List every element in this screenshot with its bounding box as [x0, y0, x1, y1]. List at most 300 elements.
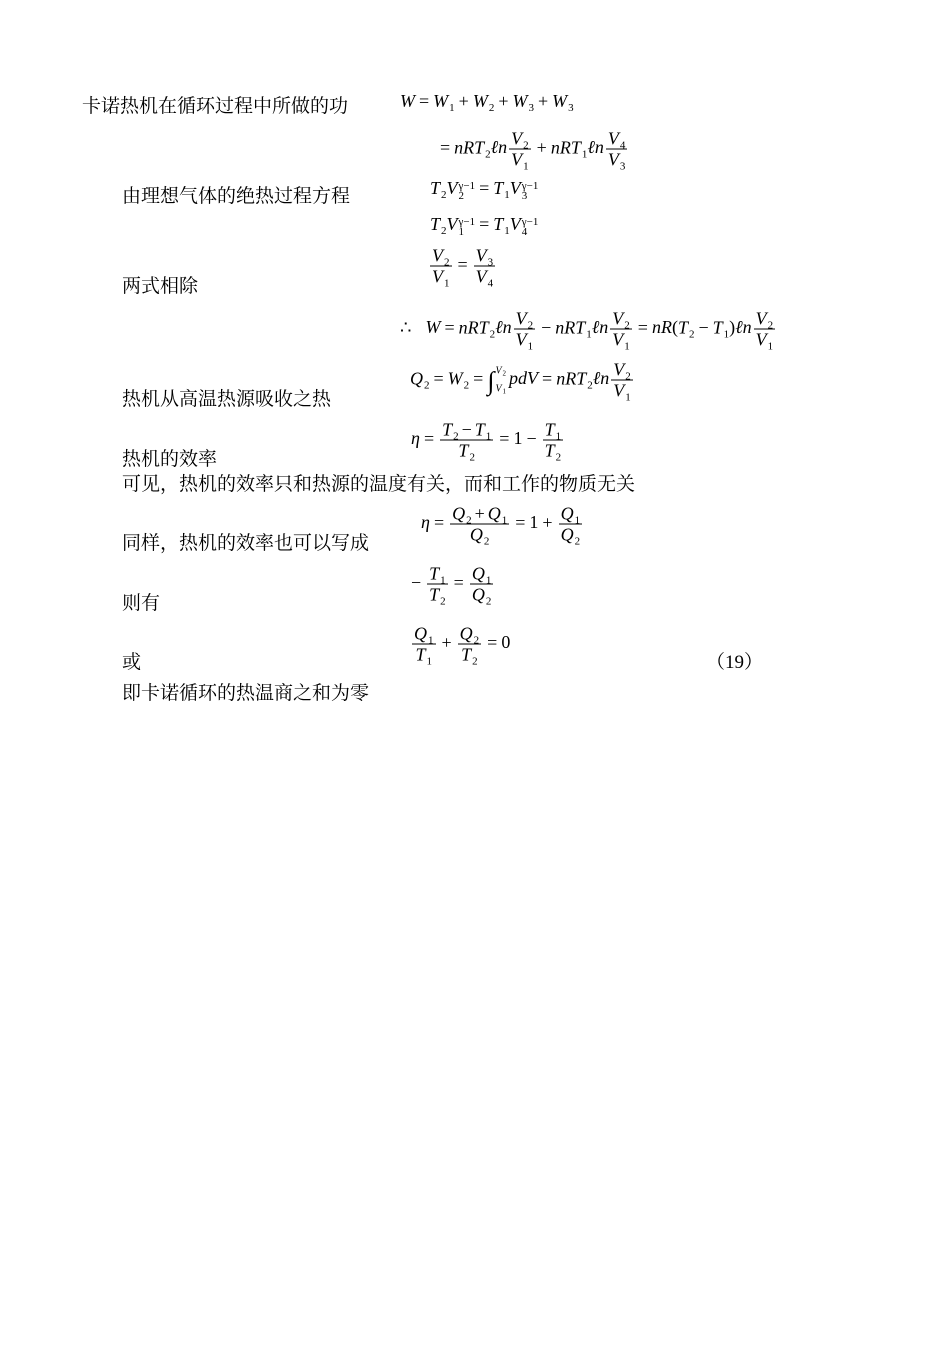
math-term: [487, 503, 508, 527]
subscript: 2: [444, 256, 450, 269]
label-alt-efficiency: 同样，热机的效率也可以写成: [122, 533, 370, 554]
label-work-done: 卡诺热机在循环过程中所做的功: [82, 96, 349, 117]
fraction-denominator: [430, 266, 452, 290]
label-conclusion: 即卡诺循环的热温商之和为零: [122, 683, 370, 704]
math-operator: −: [698, 317, 709, 338]
subscript: 2: [463, 379, 470, 392]
math-variable: T: [712, 317, 723, 338]
subscript: 1: [428, 634, 434, 647]
math-operator: +: [441, 632, 452, 653]
math-operator: −: [526, 428, 537, 449]
math-term: [469, 524, 490, 548]
math-variable: V: [511, 128, 523, 149]
math-term: [515, 308, 534, 332]
fraction: [610, 308, 632, 353]
math-operator: =: [515, 512, 526, 533]
math-variable: Q: [469, 524, 483, 545]
fraction-numerator: [610, 308, 632, 332]
math-variable: ℓn: [495, 317, 512, 338]
math-operator: =: [423, 428, 435, 449]
math-operator: =: [453, 572, 464, 593]
subscript: 2: [587, 379, 593, 392]
fraction-denominator: [412, 644, 436, 668]
math-term: [433, 91, 455, 114]
fraction: [470, 563, 494, 608]
subscript: 4: [487, 277, 494, 290]
subscript: 3: [521, 190, 528, 202]
math-variable: Q: [471, 584, 485, 605]
math-variable: V: [755, 308, 767, 329]
subscript: 1: [502, 387, 507, 396]
math-term: [432, 245, 450, 269]
math-term: [446, 214, 476, 238]
math-term: [555, 317, 592, 341]
math-variable: ℓn: [587, 137, 604, 158]
math-term: [429, 584, 446, 608]
math-variable: nRT: [556, 368, 587, 389]
subscript: 2: [424, 379, 430, 392]
subscript: 2: [458, 190, 465, 202]
math-term: [495, 383, 506, 394]
math-variable: V: [612, 329, 624, 350]
math-variable: Q: [560, 524, 574, 545]
subscript: 1: [444, 277, 450, 290]
math-term: [544, 440, 562, 464]
subscript: 3: [487, 256, 494, 269]
math-term: [421, 512, 430, 532]
math-variable: V: [509, 178, 521, 198]
fraction-denominator: [610, 329, 632, 353]
label-divide-equations: 两式相除: [122, 276, 199, 297]
math-term: [607, 128, 626, 152]
math-number: 0: [501, 632, 511, 653]
math-operator: =: [473, 368, 484, 389]
math-term: [593, 368, 610, 388]
math-parenthesis: ): [729, 317, 736, 338]
math-variable: T: [493, 178, 504, 198]
equation-work-expand: [436, 128, 629, 173]
math-operator: =: [479, 214, 490, 234]
subscript: 2: [485, 148, 491, 161]
math-operator: =: [499, 428, 510, 449]
fraction-denominator: [450, 524, 509, 548]
subscript: 2: [453, 430, 459, 443]
math-variable: V: [612, 308, 624, 329]
math-term: [509, 178, 539, 202]
math-term: [471, 563, 492, 587]
subscript: 1: [586, 328, 592, 341]
math-term: [512, 91, 534, 114]
math-term: [560, 524, 581, 548]
math-operator: +: [542, 512, 553, 533]
math-term: [400, 91, 415, 111]
fraction: [427, 563, 448, 608]
fraction-numerator: [559, 503, 583, 527]
math-term: [432, 266, 450, 290]
math-operator: =: [444, 317, 455, 338]
math-term: [613, 359, 631, 383]
fraction: [514, 308, 536, 353]
math-variable: W: [400, 91, 415, 111]
math-term: [454, 137, 491, 161]
math-operator: =: [487, 632, 498, 653]
subscript: 3: [528, 102, 534, 114]
subsup-script: [459, 217, 476, 237]
math-term: [474, 419, 492, 443]
fraction-denominator: [754, 329, 776, 353]
math-operator: −: [411, 572, 422, 593]
math-variable: T: [677, 317, 688, 338]
fraction-denominator: [458, 644, 482, 668]
subscript: 2: [488, 102, 495, 114]
math-term: [491, 137, 508, 157]
math-operator: +: [536, 137, 547, 158]
math-term: [652, 317, 672, 337]
subscript: 1: [449, 102, 455, 114]
math-variable: V: [755, 329, 767, 350]
subscript: 2: [527, 319, 534, 332]
equation-volume-ratio: [428, 245, 497, 290]
equation-efficiency-heat: [421, 503, 584, 548]
math-term: [755, 329, 774, 353]
label-then: 则有: [122, 593, 161, 614]
math-term: [544, 419, 562, 443]
math-term: [612, 329, 630, 353]
math-term: [415, 644, 432, 668]
math-term: [414, 623, 434, 647]
subsup-script: [459, 181, 476, 201]
superscript: γ−1: [521, 216, 539, 228]
math-operator: =: [440, 137, 451, 158]
math-term: [552, 91, 574, 114]
math-term: [592, 317, 609, 337]
fraction: [474, 245, 496, 290]
math-variable: V: [432, 245, 443, 266]
math-term: [587, 137, 604, 157]
subscript: 1: [624, 340, 630, 353]
fraction-numerator: [470, 563, 494, 587]
subscript: 3: [619, 160, 626, 173]
math-variable: nRT: [550, 137, 581, 158]
math-variable: nRT: [454, 137, 485, 158]
subscript: 2: [472, 655, 478, 668]
math-variable: W: [447, 368, 463, 389]
math-operator: =: [457, 254, 468, 275]
math-term: [458, 440, 475, 464]
integral: [487, 365, 506, 395]
math-variable: V: [515, 308, 527, 329]
math-variable: V: [509, 214, 521, 234]
math-variable: V: [475, 266, 487, 287]
math-variable: V: [613, 359, 625, 380]
math-operator: =: [433, 512, 445, 533]
fraction-numerator: [543, 419, 564, 443]
math-operator: +: [474, 503, 485, 524]
subscript: 2: [469, 451, 475, 464]
subscript: 2: [625, 370, 631, 383]
fraction: [440, 419, 493, 464]
math-variable: V: [511, 149, 523, 170]
math-term: [447, 368, 470, 392]
math-variable: T: [430, 178, 441, 198]
math-variable: V: [495, 365, 502, 377]
math-parenthesis: (: [671, 317, 678, 338]
subscript: 1: [504, 189, 510, 201]
subscript: 2: [489, 328, 496, 341]
math-variable: T: [430, 214, 441, 234]
subsup-script: [522, 217, 539, 237]
math-term: [735, 317, 752, 337]
math-variable: W: [552, 91, 568, 111]
math-variable: V: [495, 383, 502, 395]
subscript: 2: [523, 139, 529, 152]
equation-heat-absorbed: [410, 359, 635, 404]
math-variable: Q: [414, 623, 427, 644]
subscript: 2: [441, 189, 447, 201]
fraction-numerator: [450, 503, 509, 527]
subscript: 1: [555, 430, 562, 443]
subscript: 1: [581, 148, 588, 161]
integral-lower-limit: [495, 383, 506, 395]
fraction-numerator: [440, 419, 493, 443]
math-variable: W: [425, 317, 441, 338]
math-term: [495, 365, 506, 376]
math-variable: ℓn: [735, 317, 752, 338]
math-variable: Q: [471, 563, 485, 584]
fraction-numerator: [606, 128, 628, 152]
math-variable: V: [446, 214, 458, 234]
math-variable: η: [411, 428, 420, 449]
superscript: γ−1: [458, 180, 476, 192]
math-term: [607, 149, 626, 173]
fraction: [509, 128, 531, 173]
math-term: [556, 368, 593, 392]
subscript: 4: [619, 139, 626, 152]
fraction-denominator: [611, 380, 633, 404]
fraction-denominator: [509, 149, 531, 173]
math-variable: T: [474, 419, 485, 440]
fraction: [611, 359, 633, 404]
math-variable: nR: [651, 317, 672, 338]
subscript: 4: [521, 226, 528, 238]
fraction-denominator: [470, 584, 494, 608]
fraction-numerator: [754, 308, 776, 332]
equation-adiabatic-1: [430, 179, 538, 201]
fraction-numerator: [427, 563, 448, 587]
subscript: 1: [485, 430, 492, 443]
math-variable: Q: [459, 623, 473, 644]
subscript: 2: [555, 451, 562, 464]
fraction: [754, 308, 776, 353]
math-term: [458, 317, 496, 341]
subscript: 1: [527, 340, 534, 353]
math-term: [410, 368, 430, 392]
math-term: [511, 149, 529, 173]
equation-number: （19）: [706, 652, 764, 673]
math-term: [515, 329, 534, 353]
subscript: 1: [574, 514, 581, 527]
subscript: 1: [501, 514, 508, 527]
fraction-denominator: [606, 149, 628, 173]
math-term: [755, 308, 774, 332]
math-variable: ℓn: [490, 137, 508, 158]
fraction: [450, 503, 509, 548]
math-term: [429, 563, 446, 587]
subscript: 2: [688, 328, 695, 341]
math-term: [712, 317, 730, 341]
fraction-denominator: [474, 266, 496, 290]
subscript: 2: [473, 634, 480, 647]
subscript: 2: [483, 535, 490, 548]
math-operator: =: [433, 368, 444, 389]
math-variable: ℓn: [592, 368, 610, 389]
math-term: [430, 214, 447, 237]
subsup-script: [522, 181, 539, 201]
math-number: 1: [513, 428, 523, 449]
math-variable: T: [493, 214, 504, 234]
math-variable: T: [461, 644, 472, 665]
math-term: [613, 380, 631, 404]
math-number: 1: [529, 512, 539, 533]
label-observation: 可见，热机的效率只和热源的温度有关，而和工作的物质无关: [122, 474, 636, 495]
label-heat-absorbed: 热机从高温热源吸收之热: [122, 389, 332, 410]
math-term: [411, 428, 420, 448]
fraction-numerator: [458, 623, 482, 647]
math-variable: V: [607, 128, 619, 149]
math-term: [475, 245, 494, 269]
subscript: 2: [502, 369, 507, 378]
superscript: γ−1: [521, 180, 539, 192]
therefore-symbol: ∴: [400, 317, 412, 338]
subscript: 3: [568, 102, 574, 114]
math-term: [550, 137, 588, 161]
fraction: [412, 623, 436, 668]
math-variable: ℓn: [591, 317, 609, 338]
subscript: 2: [485, 595, 492, 608]
fraction: [559, 503, 583, 548]
subscript: 2: [440, 595, 446, 608]
equation-efficiency-temperature: [411, 419, 565, 464]
math-term: [493, 214, 510, 237]
math-term: [452, 503, 472, 527]
integral-limits: [495, 365, 506, 395]
subscript: 1: [723, 328, 730, 341]
math-term: [493, 178, 510, 201]
math-term: [430, 178, 447, 201]
math-term: [446, 178, 476, 202]
subscript: 1: [440, 574, 446, 587]
math-term: [459, 623, 480, 647]
math-term: [471, 584, 492, 608]
subscript: 1: [426, 655, 432, 668]
fraction-denominator: [427, 584, 448, 608]
subscript: 1: [485, 574, 492, 587]
math-variable: T: [415, 644, 426, 665]
math-operator: −: [461, 419, 472, 440]
fraction-numerator: [611, 359, 633, 383]
subscript: 2: [767, 319, 774, 332]
math-variable: T: [458, 440, 469, 461]
subscript: 2: [466, 514, 472, 527]
math-term: [425, 317, 440, 337]
math-variable: T: [544, 419, 555, 440]
fraction-numerator: [509, 128, 531, 152]
subscript: 1: [625, 391, 631, 404]
math-operator: −: [541, 317, 552, 338]
equation-work-total: [400, 308, 777, 353]
fraction-numerator: [474, 245, 496, 269]
math-variable: V: [613, 380, 625, 401]
equation-sum-zero: [410, 623, 511, 668]
math-variable: Q: [487, 503, 501, 524]
fraction: [458, 623, 482, 668]
math-variable: Q: [410, 368, 423, 389]
math-variable: T: [429, 584, 440, 605]
subscript: 2: [574, 535, 581, 548]
math-operator: +: [537, 91, 549, 111]
fraction-numerator: [430, 245, 452, 269]
equation-ratio-negative: [407, 563, 495, 608]
subscript: 2: [441, 225, 447, 237]
subscript: 2: [624, 319, 630, 332]
fraction-denominator: [440, 440, 493, 464]
label-adiabatic-equation: 由理想气体的绝热过程方程: [122, 186, 351, 207]
math-variable: η: [421, 512, 430, 533]
fraction: [543, 419, 564, 464]
fraction-denominator: [514, 329, 536, 353]
fraction: [606, 128, 628, 173]
math-term: [442, 419, 459, 443]
label-efficiency: 热机的效率: [122, 449, 218, 470]
subscript: 1: [767, 340, 774, 353]
fraction-numerator: [412, 623, 436, 647]
math-term: [461, 644, 478, 668]
equation-adiabatic-2: [430, 215, 538, 237]
math-operator: =: [419, 91, 430, 111]
math-variable: T: [442, 419, 453, 440]
math-term: [472, 91, 495, 114]
math-variable: V: [515, 329, 527, 350]
math-term: [560, 503, 581, 527]
fraction: [430, 245, 452, 290]
equation-work-sum: [400, 91, 574, 114]
subscript: 1: [523, 160, 529, 173]
math-variable: V: [432, 266, 443, 287]
math-variable: W: [472, 91, 488, 111]
subscript: 1: [504, 225, 510, 237]
math-operator: =: [637, 317, 648, 338]
math-term: [509, 368, 538, 388]
fraction-denominator: [543, 440, 564, 464]
superscript: γ−1: [458, 216, 476, 228]
subscript: 1: [458, 226, 465, 238]
math-variable: nRT: [458, 317, 489, 338]
math-term: [495, 317, 512, 337]
math-variable: V: [607, 149, 619, 170]
math-variable: T: [544, 440, 555, 461]
math-variable: Q: [452, 503, 466, 524]
math-variable: W: [433, 91, 449, 111]
label-or: 或: [122, 652, 142, 673]
fraction-numerator: [514, 308, 536, 332]
math-variable: pdV: [509, 368, 539, 389]
math-term: [612, 308, 630, 332]
math-variable: nRT: [555, 317, 586, 338]
math-operator: +: [498, 91, 509, 111]
math-operator: =: [542, 368, 553, 389]
math-term: [677, 317, 695, 341]
integral-upper-limit: [495, 365, 506, 377]
